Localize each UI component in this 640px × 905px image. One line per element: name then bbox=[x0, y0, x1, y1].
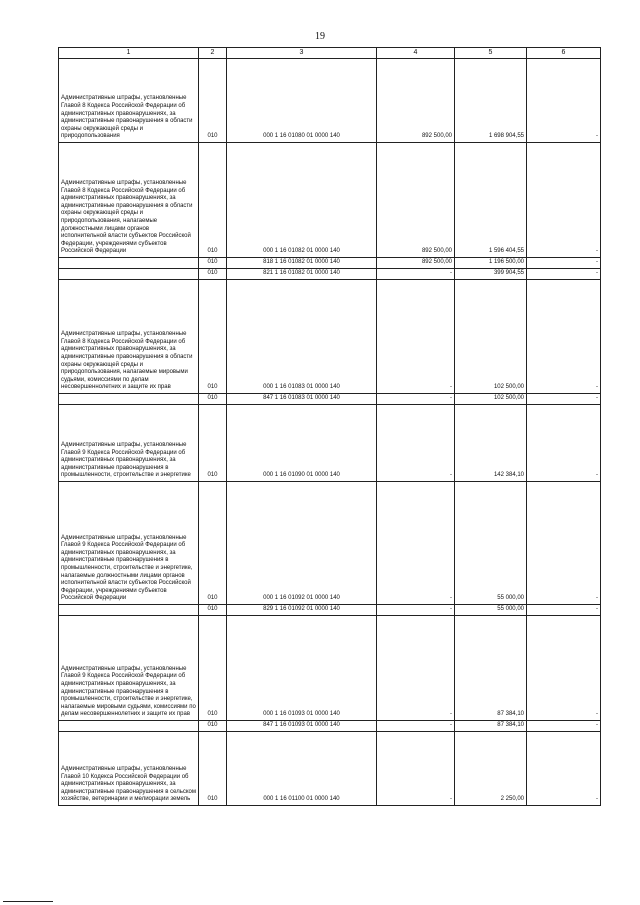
row-name-cell: Административные штрафы, установленные Главой 10 Кодекса Российской Федерации об административных правонарушениях, за административные правонарушения в сельском хозяйстве, ветеринарии и мелиорации земель bbox=[59, 732, 199, 806]
row-col4-cell: - bbox=[377, 405, 455, 482]
row-code-cell: 010 bbox=[199, 405, 227, 482]
row-code-cell: 010 bbox=[199, 721, 227, 732]
column-header: 6 bbox=[527, 48, 601, 59]
row-code-cell: 010 bbox=[199, 143, 227, 258]
row-kbk-cell: 821 1 16 01082 01 0000 140 bbox=[227, 269, 377, 280]
row-code-cell: 010 bbox=[199, 269, 227, 280]
row-col4-cell: - bbox=[377, 616, 455, 721]
row-col5-cell: 102 500,00 bbox=[455, 394, 527, 405]
row-code-cell: 010 bbox=[199, 258, 227, 269]
table-subrow bbox=[59, 605, 601, 616]
row-col5-cell: 399 904,55 bbox=[455, 269, 527, 280]
row-col4-cell: - bbox=[377, 721, 455, 732]
row-col4-cell: 892 500,00 bbox=[377, 258, 455, 269]
row-name-cell: Административные штрафы, установленные Главой 8 Кодекса Российской Федерации об административных правонарушениях, за административные правонарушения в области охраны окружающей среды и природопользования, налагаемые мировыми судьями, комиссиями по делам несовершеннолетних и защите их прав bbox=[59, 280, 199, 394]
row-col6-cell: - bbox=[527, 269, 601, 280]
row-col5-cell: 55 000,00 bbox=[455, 605, 527, 616]
page-number: 19 bbox=[315, 31, 325, 42]
table-header-row bbox=[59, 48, 601, 59]
column-header: 5 bbox=[455, 48, 527, 59]
column-header: 2 bbox=[199, 48, 227, 59]
row-col6-cell: - bbox=[527, 732, 601, 806]
table-subrow bbox=[59, 721, 601, 732]
row-col5-cell: 1 196 500,00 bbox=[455, 258, 527, 269]
row-col4-cell: - bbox=[377, 280, 455, 394]
table-subrow bbox=[59, 394, 601, 405]
column-header: 4 bbox=[377, 48, 455, 59]
row-name-cell bbox=[59, 721, 199, 732]
row-kbk-cell: 000 1 16 01092 01 0000 140 bbox=[227, 482, 377, 605]
row-kbk-cell: 847 1 16 01083 01 0000 140 bbox=[227, 394, 377, 405]
row-col5-cell: 2 250,00 bbox=[455, 732, 527, 806]
row-kbk-cell: 000 1 16 01100 01 0000 140 bbox=[227, 732, 377, 806]
row-col5-cell: 87 384,10 bbox=[455, 616, 527, 721]
revenue-table bbox=[58, 47, 601, 806]
table-row bbox=[59, 616, 601, 721]
row-col6-cell: - bbox=[527, 258, 601, 269]
table-row bbox=[59, 482, 601, 605]
row-kbk-cell: 829 1 16 01092 01 0000 140 bbox=[227, 605, 377, 616]
row-name-cell: Административные штрафы, установленные Главой 8 Кодекса Российской Федерации об административных правонарушениях, за административные правонарушения в области охраны окружающей среды и природопользования, налагаемые должностными лицами органов исполнительной власти субъектов Российской Федерации, учреждениями субъектов Российской Федерации bbox=[59, 143, 199, 258]
row-name-cell bbox=[59, 258, 199, 269]
row-col5-cell: 1 596 404,55 bbox=[455, 143, 527, 258]
row-col5-cell: 102 500,00 bbox=[455, 280, 527, 394]
table-subrow bbox=[59, 269, 601, 280]
row-code-cell: 010 bbox=[199, 732, 227, 806]
row-col6-cell: - bbox=[527, 482, 601, 605]
table-subrow bbox=[59, 258, 601, 269]
table-row bbox=[59, 59, 601, 143]
row-col6-cell: - bbox=[527, 143, 601, 258]
row-col6-cell: - bbox=[527, 59, 601, 143]
row-name-cell: Административные штрафы, установленные Главой 9 Кодекса Российской Федерации об административных правонарушениях, за административные правонарушения в промышленности, строительстве и энергетике, налагаемые должностными лицами органов исполнительной власти субъектов Российской Федерации, учреждениями субъектов Российской Федерации bbox=[59, 482, 199, 605]
row-code-cell: 010 bbox=[199, 605, 227, 616]
row-code-cell: 010 bbox=[199, 59, 227, 143]
row-kbk-cell: 000 1 16 01082 01 0000 140 bbox=[227, 143, 377, 258]
row-kbk-cell: 847 1 16 01093 01 0000 140 bbox=[227, 721, 377, 732]
row-name-cell bbox=[59, 269, 199, 280]
row-col4-cell: 892 500,00 bbox=[377, 59, 455, 143]
row-col6-cell: - bbox=[527, 280, 601, 394]
row-col6-cell: - bbox=[527, 616, 601, 721]
row-col4-cell: - bbox=[377, 605, 455, 616]
row-col5-cell: 87 384,10 bbox=[455, 721, 527, 732]
row-code-cell: 010 bbox=[199, 280, 227, 394]
row-col4-cell: - bbox=[377, 269, 455, 280]
row-kbk-cell: 000 1 16 01093 01 0000 140 bbox=[227, 616, 377, 721]
row-kbk-cell: 000 1 16 01083 01 0000 140 bbox=[227, 280, 377, 394]
row-kbk-cell: 818 1 16 01082 01 0000 140 bbox=[227, 258, 377, 269]
row-name-cell bbox=[59, 394, 199, 405]
row-code-cell: 010 bbox=[199, 394, 227, 405]
row-code-cell: 010 bbox=[199, 616, 227, 721]
row-name-cell: Административные штрафы, установленные Главой 8 Кодекса Российской Федерации об административных правонарушениях, за административные правонарушения в области охраны окружающей среды и природопользования bbox=[59, 59, 199, 143]
row-col5-cell: 142 384,10 bbox=[455, 405, 527, 482]
row-code-cell: 010 bbox=[199, 482, 227, 605]
row-name-cell: Административные штрафы, установленные Главой 9 Кодекса Российской Федерации об административных правонарушениях, за административные правонарушения в промышленности, строительстве и энергетике bbox=[59, 405, 199, 482]
row-col4-cell: - bbox=[377, 482, 455, 605]
column-header: 1 bbox=[59, 48, 199, 59]
row-col4-cell: 892 500,00 bbox=[377, 143, 455, 258]
row-name-cell bbox=[59, 605, 199, 616]
column-header: 3 bbox=[227, 48, 377, 59]
table-row bbox=[59, 280, 601, 394]
table-row bbox=[59, 143, 601, 258]
row-col5-cell: 1 698 904,55 bbox=[455, 59, 527, 143]
table-row bbox=[59, 732, 601, 806]
row-kbk-cell: 000 1 16 01080 01 0000 140 bbox=[227, 59, 377, 143]
row-col4-cell: - bbox=[377, 394, 455, 405]
row-col6-cell: - bbox=[527, 605, 601, 616]
row-col6-cell: - bbox=[527, 721, 601, 732]
row-col4-cell: - bbox=[377, 732, 455, 806]
footnote-divider bbox=[3, 901, 53, 902]
row-col6-cell: - bbox=[527, 405, 601, 482]
row-col5-cell: 55 000,00 bbox=[455, 482, 527, 605]
table-row bbox=[59, 405, 601, 482]
row-name-cell: Административные штрафы, установленные Главой 9 Кодекса Российской Федерации об административных правонарушениях, за административные правонарушения в промышленности, строительстве и энергетике, налагаемые мировыми судьями, комиссиями по делам несовершеннолетних и защите их прав bbox=[59, 616, 199, 721]
row-col6-cell: - bbox=[527, 394, 601, 405]
row-kbk-cell: 000 1 16 01090 01 0000 140 bbox=[227, 405, 377, 482]
